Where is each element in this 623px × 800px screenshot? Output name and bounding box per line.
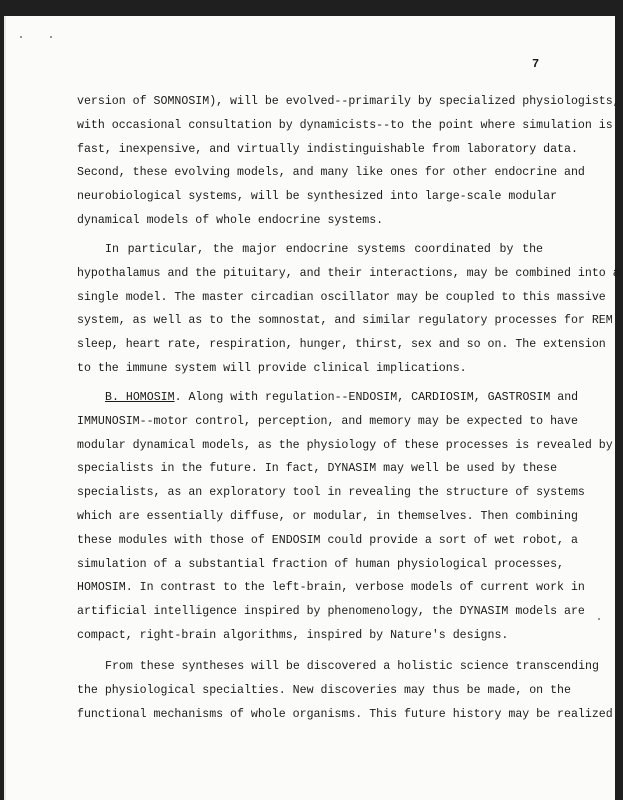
text-line: specialists, as an exploratory tool in revealing the structure of systems bbox=[77, 486, 585, 500]
text-line: functional mechanisms of whole organisms. This future history may be realized bbox=[77, 707, 613, 721]
text-line: single model. The master circadian oscillator may be coupled to this massive bbox=[77, 290, 606, 304]
text-line: compact, right-brain algorithms, inspired by Nature's designs. bbox=[77, 628, 509, 642]
text-line: neurobiological systems, will be synthesized into large-scale modular bbox=[77, 190, 558, 204]
paragraph bbox=[77, 655, 613, 726]
text-line: artificial intelligence inspired by phenomenology, the DYNASIM models are bbox=[77, 605, 585, 619]
paragraph bbox=[77, 386, 613, 648]
text-line: sleep, heart rate, respiration, hunger, thirst, sex and so on. The extension bbox=[77, 338, 606, 352]
text-line: HOMOSIM. In contrast to the left-brain, verbose models of current work in bbox=[77, 581, 585, 595]
text-line: to the immune system will provide clinical implications. bbox=[77, 361, 467, 375]
text-line: version of SOMNOSIM), will be evolved--primarily by specialized physiologists, bbox=[77, 95, 620, 108]
text-line: simulation of a substantial fraction of human physiological processes, bbox=[77, 557, 565, 571]
text-line: fast, inexpensive, and virtually indistinguishable from laboratory data. bbox=[77, 142, 578, 156]
paragraph bbox=[77, 238, 620, 381]
text-line: system, as well as to the somnostat, and similar regulatory processes for REM bbox=[77, 314, 613, 328]
text-line: which are essentially diffuse, or modular, in themselves. Then combining bbox=[77, 509, 578, 523]
text-line: dynamical models of whole endocrine systems. bbox=[77, 213, 384, 227]
text-line: IMMUNOSIM--motor control, perception, and memory may be expected to have bbox=[77, 414, 578, 428]
page-number: 7 bbox=[532, 57, 540, 71]
text-line: In particular, the major endocrine systems coordinated by the bbox=[105, 243, 543, 256]
text-line: specialists in the future. In fact, DYNASIM may well be used by these bbox=[77, 462, 558, 476]
text-line: modular dynamical models, as the physiology of these processes is revealed by bbox=[77, 438, 613, 452]
text-line bbox=[77, 386, 579, 410]
heading-continuation: . Along with regulation--ENDOSIM, CARDIOSIM, GASTROSIM and bbox=[174, 391, 579, 404]
text-line: the physiological specialties. New discoveries may thus be made, on the bbox=[77, 683, 571, 697]
text-line: From these syntheses will be discovered a holistic science transcending bbox=[105, 660, 599, 673]
text-line: with occasional consultation by dynamicists--to the point where simulation is bbox=[77, 118, 613, 132]
text-line: these modules with those of ENDOSIM could provide a sort of wet robot, a bbox=[77, 533, 578, 547]
scan-speck bbox=[20, 36, 22, 38]
text-line: hypothalamus and the pituitary, and their interactions, may be combined into a bbox=[77, 266, 620, 280]
text-line: Second, these evolving models, and many like ones for other endocrine and bbox=[77, 166, 585, 180]
section-heading: B. HOMOSIM bbox=[105, 391, 175, 404]
scan-speck bbox=[50, 36, 52, 38]
paragraph bbox=[77, 90, 620, 233]
scan-speck bbox=[598, 618, 600, 620]
